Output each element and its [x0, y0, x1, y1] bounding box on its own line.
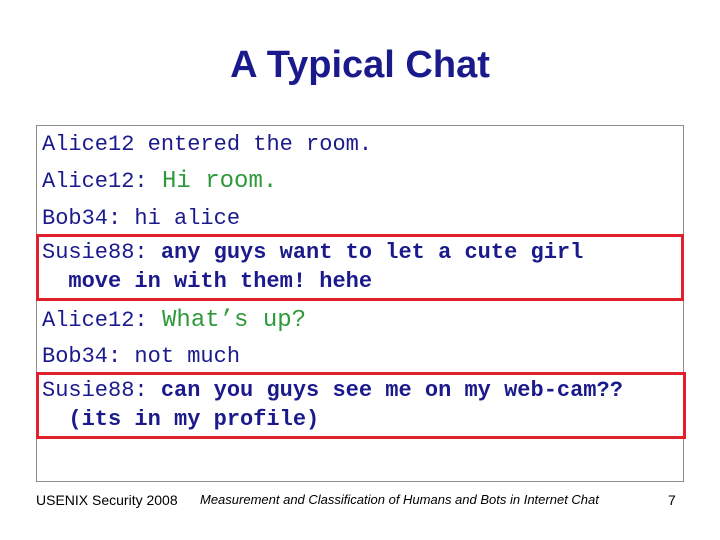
chat-message: What’s up? [147, 307, 307, 334]
chat-line [42, 242, 583, 264]
chat-nick: Alice12 [42, 132, 135, 157]
chat-message: not much [121, 344, 241, 369]
chat-line [42, 208, 240, 230]
chat-line-continuation: (its in my profile) [42, 407, 320, 432]
chat-nick: Bob34: [42, 206, 122, 231]
footer-venue: USENIX Security 2008 [36, 492, 178, 508]
chat-line [42, 170, 277, 194]
slide-title: A Typical Chat [230, 44, 490, 86]
chat-nick: Alice12: [42, 308, 148, 333]
chat-message: entered the room. [134, 132, 373, 157]
chat-nick: Susie88: [42, 378, 148, 403]
chat-message: any guys want to let a cute girl [147, 240, 584, 265]
chat-nick: Susie88: [42, 240, 148, 265]
chat-line-system [42, 134, 372, 156]
chat-line-continuation: move in with them! hehe [42, 269, 373, 294]
chat-line [42, 380, 623, 402]
chat-nick: Bob34: [42, 344, 122, 369]
footer-paper-title: Measurement and Classification of Humans and Bots in Internet Chat [200, 492, 599, 507]
chat-line [42, 309, 306, 333]
chat-message: can you guys see me on my web-cam?? [147, 378, 623, 403]
chat-nick: Alice12: [42, 169, 148, 194]
page-number: 7 [668, 492, 676, 508]
chat-message: hi alice [121, 206, 241, 231]
chat-message: Hi room. [147, 168, 278, 195]
chat-line [42, 346, 240, 368]
